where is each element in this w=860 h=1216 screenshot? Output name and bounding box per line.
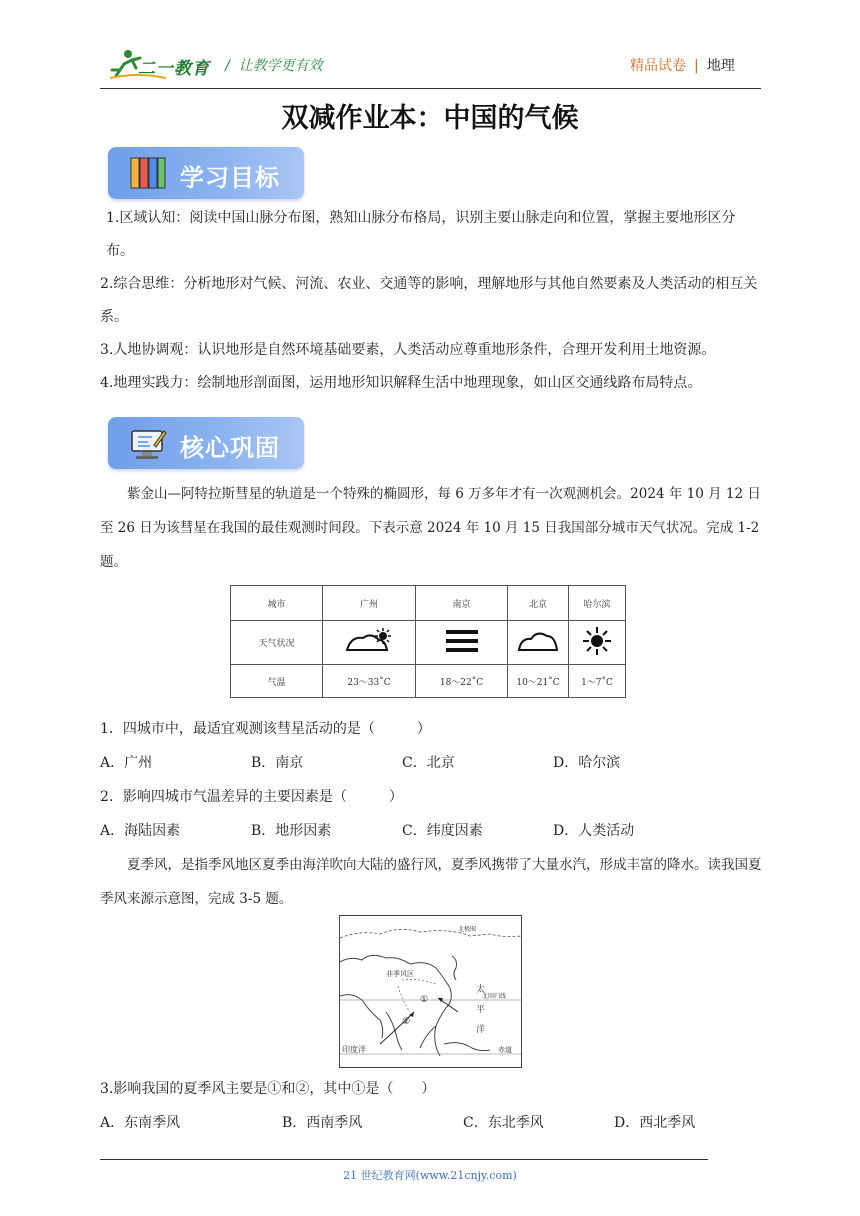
weather-harbin (569, 621, 626, 665)
table-row (231, 621, 626, 665)
map-label: 非季风区 (386, 970, 414, 978)
map-label: 北极圈 (458, 926, 477, 933)
q2-option-a[interactable]: A．海陆因素 (100, 823, 181, 839)
books-icon (128, 155, 168, 191)
map-label: 洋 (476, 1025, 486, 1035)
table-row (231, 586, 626, 621)
map-label: 太 (476, 985, 486, 995)
city-harbin: 哈尔滨 (569, 586, 626, 621)
map-label: 北回归线 (482, 993, 507, 1000)
footer-divider (100, 1159, 708, 1160)
question-3-stem: 3.影响我国的夏季风主要是①和②，其中①是（ ） (100, 1081, 436, 1097)
table-row (231, 665, 626, 698)
weather-table (230, 585, 626, 698)
partly-cloudy-icon (341, 626, 397, 656)
temp-beijing: 10～21˚C (508, 665, 569, 698)
map-label: 印度洋 (342, 1045, 366, 1054)
row-label-temp: 气温 (231, 665, 323, 698)
q1-option-b[interactable]: B．南京 (251, 755, 304, 771)
q2-option-d[interactable]: D．人类活动 (553, 823, 635, 839)
temp-guangzhou: 23～33˚C (323, 665, 416, 698)
q2-option-c[interactable]: C．纬度因素 (402, 823, 483, 839)
slogan: / 让教学更有效 (225, 58, 323, 74)
map-label: 赤道 (498, 1046, 512, 1054)
map-marker-2: ② (402, 1017, 411, 1027)
goal-item-3: 3.人地协调观：认识地形是自然环境基础要素，人类活动应尊重地形条件，合理开发利用土地资源。 (100, 342, 716, 358)
question-1-stem: 1．四城市中，最适宜观测该彗星活动的是（ ） (100, 721, 431, 737)
header-divider (100, 88, 761, 89)
city-nanjing: 南京 (416, 586, 508, 621)
cloudy-icon (515, 626, 561, 656)
section-label-core: 核心巩固 (180, 434, 280, 462)
sunny-icon (580, 625, 614, 657)
q3-option-a[interactable]: A．东南季风 (100, 1115, 181, 1131)
goal-item-1: 1.区域认知：阅读中国山脉分布图，熟知山脉分布格局，识别主要山脉走向和位置，掌握主要地形区分布。 (106, 210, 736, 259)
row-label-weather: 天气状况 (231, 621, 323, 665)
map-label: 平 (476, 1005, 486, 1015)
q3-option-c[interactable]: C．东北季风 (463, 1115, 544, 1131)
question-2-stem: 2．影响四城市气温差异的主要因素是（ ） (100, 789, 403, 805)
summer-monsoon-map (339, 915, 522, 1068)
city-guangzhou: 广州 (323, 586, 416, 621)
q3-option-d[interactable]: D．西北季风 (614, 1115, 696, 1131)
section-label-goals: 学习目标 (180, 164, 280, 192)
fog-icon (442, 626, 482, 656)
brand-label: 精品试卷 (630, 58, 686, 74)
q2-option-b[interactable]: B．地形因素 (251, 823, 332, 839)
weather-beijing (508, 621, 569, 665)
comet-intro: 紫金山—阿特拉斯彗星的轨道是一个特殊的椭圆形，每 6 万多年才有一次观测机会。2024 年 10 月 12 日至 26 日为该彗星在我国的最佳观测时间段。下表示意 2024 年 10 月 15 日我国部分城市天气状况。完成 1-2 题。 (100, 486, 761, 570)
map-marker-1: ① (420, 995, 429, 1005)
monsoon-intro: 夏季风，是指季风地区夏季由海洋吹向大陆的盛行风，夏季风携带了大量水汽，形成丰富的降水。读我国夏季风来源示意图，完成 3-5 题。 (100, 857, 762, 907)
section-badge-goals (108, 147, 304, 199)
weather-nanjing (416, 621, 508, 665)
q1-option-a[interactable]: A．广州 (100, 755, 153, 771)
footer-link[interactable]: 21 世纪教育网(www.21cnjy.com) (343, 1169, 517, 1182)
q1-option-d[interactable]: D．哈尔滨 (553, 755, 621, 771)
city-beijing: 北京 (508, 586, 569, 621)
goals-list (100, 202, 762, 400)
goal-item-2: 2.综合思维：分析地形对气候、河流、农业、交通等的影响，理解地形与其他自然要素及人类活动的相互关系。 (100, 276, 758, 325)
weather-guangzhou (323, 621, 416, 665)
temp-nanjing: 18～22˚C (416, 665, 508, 698)
subject-label: 地理 (706, 58, 735, 74)
logo-text: 二一教育 (138, 59, 210, 79)
header-separator: | (694, 58, 699, 74)
section-badge-core (108, 417, 304, 469)
computer-edit-icon (128, 425, 168, 461)
header-right (630, 55, 735, 75)
row-label-city: 城市 (231, 586, 323, 621)
temp-harbin: 1～7˚C (569, 665, 626, 698)
goal-item-4: 4.地理实践力：绘制地形剖面图，运用地形知识解释生活中地理现象，如山区交通线路布局特点。 (100, 375, 702, 391)
q3-option-b[interactable]: B．西南季风 (282, 1115, 363, 1131)
page-title: 双减作业本：中国的气候 (281, 103, 579, 134)
q1-option-c[interactable]: C．北京 (402, 755, 455, 771)
